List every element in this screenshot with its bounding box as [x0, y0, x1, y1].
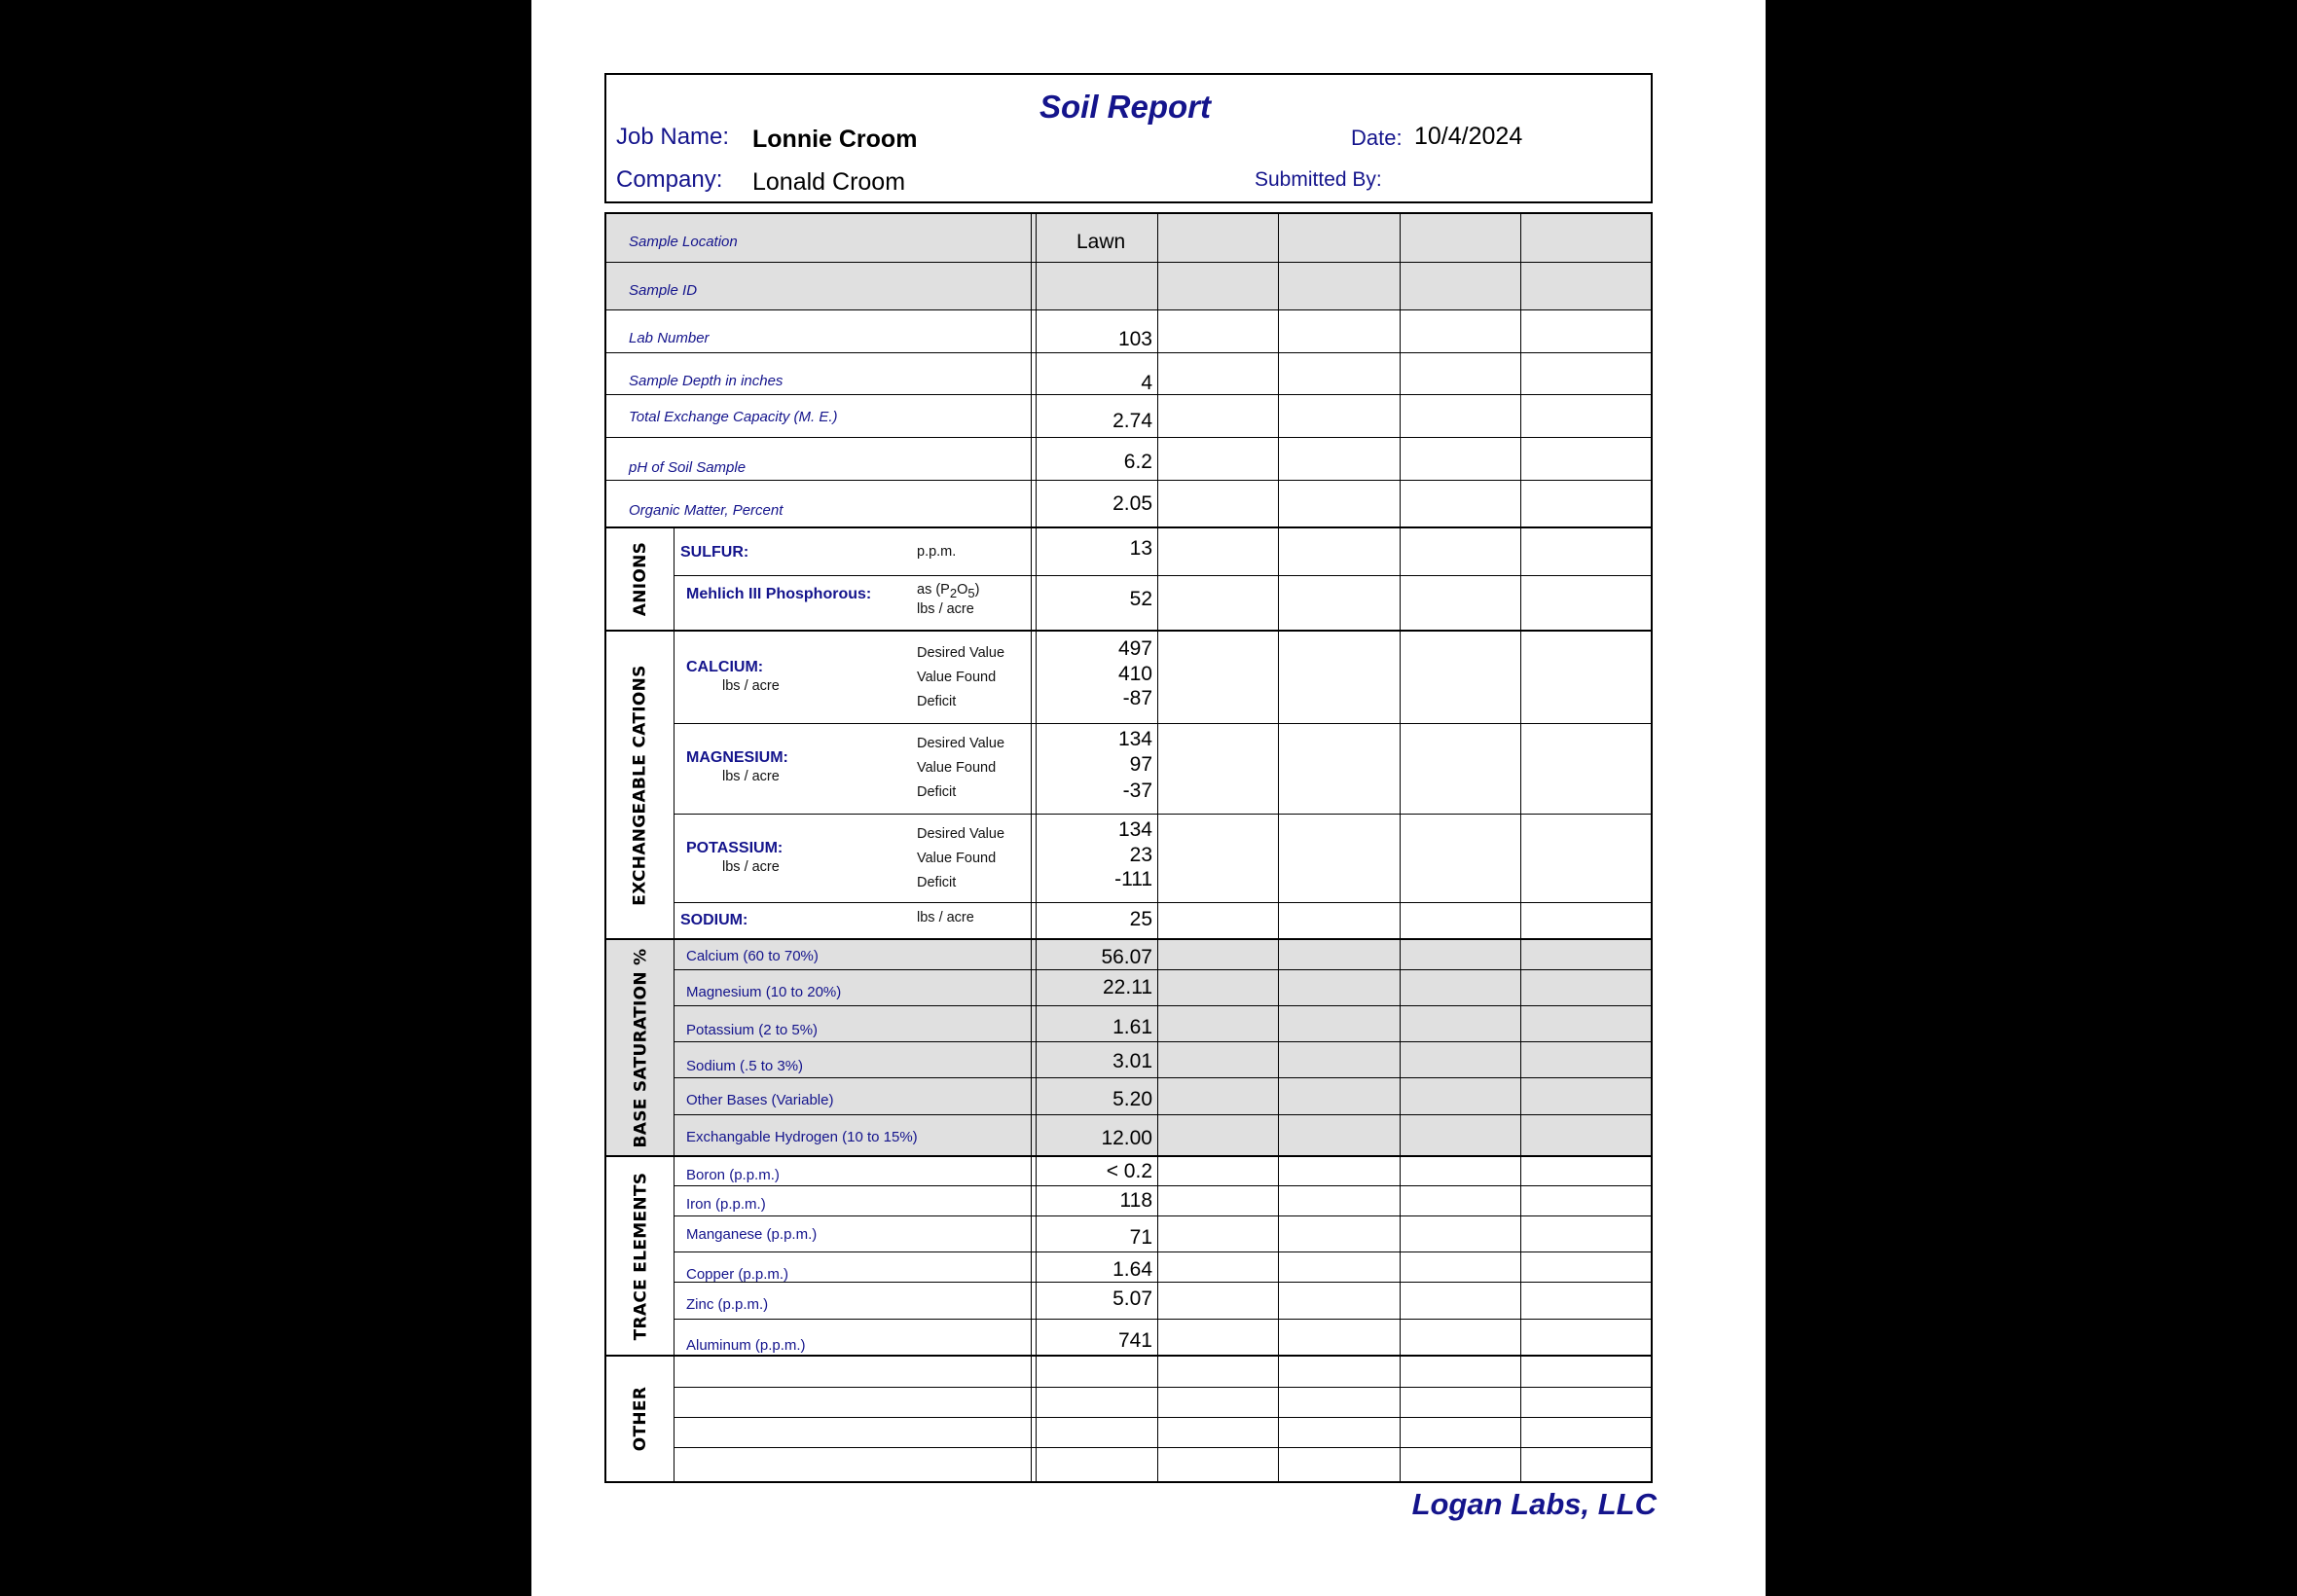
base-saturation-row — [675, 1042, 1653, 1078]
base-saturation-row — [675, 940, 1653, 970]
calcium-desired: 497 — [1117, 637, 1152, 660]
row-tec — [606, 395, 1651, 438]
row-calcium — [675, 632, 1653, 724]
organic-matter-value: 2.05 — [1112, 492, 1152, 515]
report-header — [604, 73, 1653, 203]
trace-element-value: 5.07 — [1112, 1288, 1152, 1310]
trace-element-label: Iron (p.p.m.) — [686, 1196, 766, 1213]
base-saturation-row — [675, 1078, 1653, 1115]
base-saturation-row — [675, 1115, 1653, 1155]
anions-group — [606, 528, 1651, 632]
base-saturation-label: Other Bases (Variable) — [686, 1092, 834, 1108]
potassium-found-label: Value Found — [917, 851, 997, 866]
base-saturation-value: 12.00 — [1101, 1127, 1152, 1149]
base-saturation-label: Exchangable Hydrogen (10 to 15%) — [686, 1129, 918, 1145]
base-saturation-label: Potassium (2 to 5%) — [686, 1022, 819, 1038]
calcium-found: 410 — [1117, 663, 1152, 685]
report-title: Soil Report — [1039, 89, 1212, 125]
sodium-unit: lbs / acre — [917, 910, 974, 925]
soil-report-table — [604, 212, 1653, 1483]
column-divider — [1278, 214, 1279, 1481]
row-sample-id — [606, 263, 1651, 310]
cations-section-label: EXCHANGEABLE CATIONS — [631, 664, 650, 906]
row-sample-location — [606, 214, 1651, 263]
sample-depth-label: Sample Depth in inches — [629, 373, 784, 389]
sulfur-value: 13 — [1129, 537, 1152, 560]
base-saturation-value: 56.07 — [1101, 946, 1152, 968]
submitted-by-label: Submitted By: — [1255, 168, 1382, 191]
sample-location-value: Lawn — [1076, 231, 1126, 253]
sodium-label: SODIUM: — [680, 912, 748, 928]
phosphorous-value: 52 — [1129, 588, 1152, 610]
base-saturation-value: 1.61 — [1112, 1016, 1152, 1038]
date-value: 10/4/2024 — [1414, 123, 1523, 150]
calcium-desired-label: Desired Value — [917, 645, 1005, 661]
trace-element-row — [675, 1320, 1653, 1357]
company-label: Company: — [616, 166, 723, 193]
potassium-found: 23 — [1129, 844, 1152, 866]
base-saturation-label: Magnesium (10 to 20%) — [686, 984, 842, 1000]
calcium-unit: lbs / acre — [722, 678, 780, 694]
trace-element-row — [675, 1252, 1653, 1283]
magnesium-deficit-label: Deficit — [917, 784, 957, 800]
row-lab-number — [606, 310, 1651, 353]
magnesium-desired: 134 — [1117, 728, 1152, 750]
date-label: Date: — [1351, 126, 1403, 150]
ph-value: 6.2 — [1123, 451, 1152, 473]
tec-value: 2.74 — [1112, 410, 1152, 432]
base-saturation-label: Sodium (.5 to 3%) — [686, 1058, 804, 1074]
sample-id-label: Sample ID — [629, 282, 698, 299]
phosphorous-unit-line2: lbs / acre — [917, 601, 974, 617]
row-magnesium — [675, 724, 1653, 815]
lab-number-value: 103 — [1117, 328, 1152, 350]
calcium-deficit-label: Deficit — [917, 694, 957, 709]
cations-group — [606, 632, 1651, 940]
row-sample-depth — [606, 353, 1651, 395]
trace-element-value: 1.64 — [1112, 1258, 1152, 1281]
calcium-found-label: Value Found — [917, 670, 997, 685]
other-row — [675, 1418, 1653, 1448]
trace-element-row — [675, 1283, 1653, 1320]
trace-element-value: 118 — [1119, 1189, 1152, 1212]
potassium-desired: 134 — [1117, 818, 1152, 841]
footer-brand: Logan Labs, LLC — [1411, 1487, 1657, 1521]
potassium-unit: lbs / acre — [722, 859, 780, 875]
magnesium-deficit: -37 — [1122, 780, 1152, 802]
trace-element-value: 741 — [1117, 1329, 1152, 1352]
column-divider — [1157, 214, 1158, 1481]
trace-element-row — [675, 1216, 1653, 1252]
trace-elements-section-label: TRACE ELEMENTS — [631, 1172, 650, 1340]
phosphorous-label: Mehlich III Phosphorous: — [686, 586, 872, 602]
section-divider — [674, 528, 675, 1483]
base-saturation-group — [606, 940, 1651, 1157]
ph-label: pH of Soil Sample — [629, 459, 747, 476]
label-column-divider — [1031, 214, 1032, 1481]
base-saturation-value: 5.20 — [1112, 1088, 1152, 1110]
trace-element-value: 71 — [1129, 1226, 1152, 1249]
base-saturation-row — [675, 970, 1653, 1006]
trace-element-label: Aluminum (p.p.m.) — [686, 1337, 806, 1354]
calcium-label: CALCIUM: — [686, 659, 764, 675]
job-name-value: Lonnie Croom — [752, 126, 918, 153]
row-sodium — [675, 903, 1653, 938]
trace-element-label: Copper (p.p.m.) — [686, 1266, 789, 1283]
base-saturation-row — [675, 1006, 1653, 1042]
sulfur-unit: p.p.m. — [917, 544, 957, 560]
anions-section-label: ANIONS — [631, 541, 650, 617]
base-saturation-value: 22.11 — [1103, 976, 1152, 998]
trace-element-label: Boron (p.p.m.) — [686, 1167, 780, 1183]
column-divider — [1400, 214, 1401, 1481]
trace-elements-group — [606, 1157, 1651, 1357]
magnesium-label: MAGNESIUM: — [686, 749, 788, 766]
trace-element-value: < 0.2 — [1106, 1160, 1152, 1182]
row-ph — [606, 438, 1651, 481]
potassium-label: POTASSIUM: — [686, 840, 784, 856]
sample-depth-value: 4 — [1141, 372, 1152, 394]
magnesium-found: 97 — [1129, 753, 1152, 776]
trace-element-row — [675, 1186, 1653, 1216]
sodium-value: 25 — [1129, 908, 1152, 930]
row-sulfur — [675, 528, 1653, 576]
row-organic-matter — [606, 481, 1651, 528]
base-saturation-section-label: BASE SATURATION % — [631, 948, 651, 1147]
trace-element-label: Manganese (p.p.m.) — [686, 1226, 818, 1243]
row-phosphorous — [675, 576, 1653, 630]
magnesium-desired-label: Desired Value — [917, 736, 1005, 751]
company-value: Lonald Croom — [752, 168, 906, 196]
phosphorous-unit: as $(P_2O_5)$ — [917, 582, 980, 600]
potassium-desired-label: Desired Value — [917, 826, 1005, 842]
job-name-label: Job Name: — [616, 124, 730, 150]
label-column-divider — [1036, 214, 1037, 1481]
calcium-deficit: -87 — [1122, 687, 1152, 709]
column-divider — [1520, 214, 1521, 1481]
lab-number-label: Lab Number — [629, 330, 710, 346]
other-section-label: OTHER — [630, 1386, 650, 1452]
other-row — [675, 1357, 1653, 1388]
base-saturation-value: 3.01 — [1112, 1050, 1152, 1072]
tec-label: Total Exchange Capacity (M. E.) — [629, 409, 838, 425]
magnesium-unit: lbs / acre — [722, 769, 780, 784]
potassium-deficit-label: Deficit — [917, 875, 957, 890]
organic-matter-label: Organic Matter, Percent — [629, 502, 784, 519]
magnesium-found-label: Value Found — [917, 760, 997, 776]
base-saturation-label: Calcium (60 to 70%) — [686, 948, 819, 964]
sample-location-label: Sample Location — [629, 234, 738, 250]
other-group — [606, 1357, 1651, 1481]
trace-element-row — [675, 1157, 1653, 1186]
trace-element-label: Zinc (p.p.m.) — [686, 1296, 769, 1313]
report-page — [531, 0, 1766, 1596]
row-potassium — [675, 815, 1653, 903]
other-row — [675, 1388, 1653, 1418]
sulfur-label: SULFUR: — [680, 544, 749, 561]
potassium-deficit: -111 — [1114, 868, 1152, 890]
